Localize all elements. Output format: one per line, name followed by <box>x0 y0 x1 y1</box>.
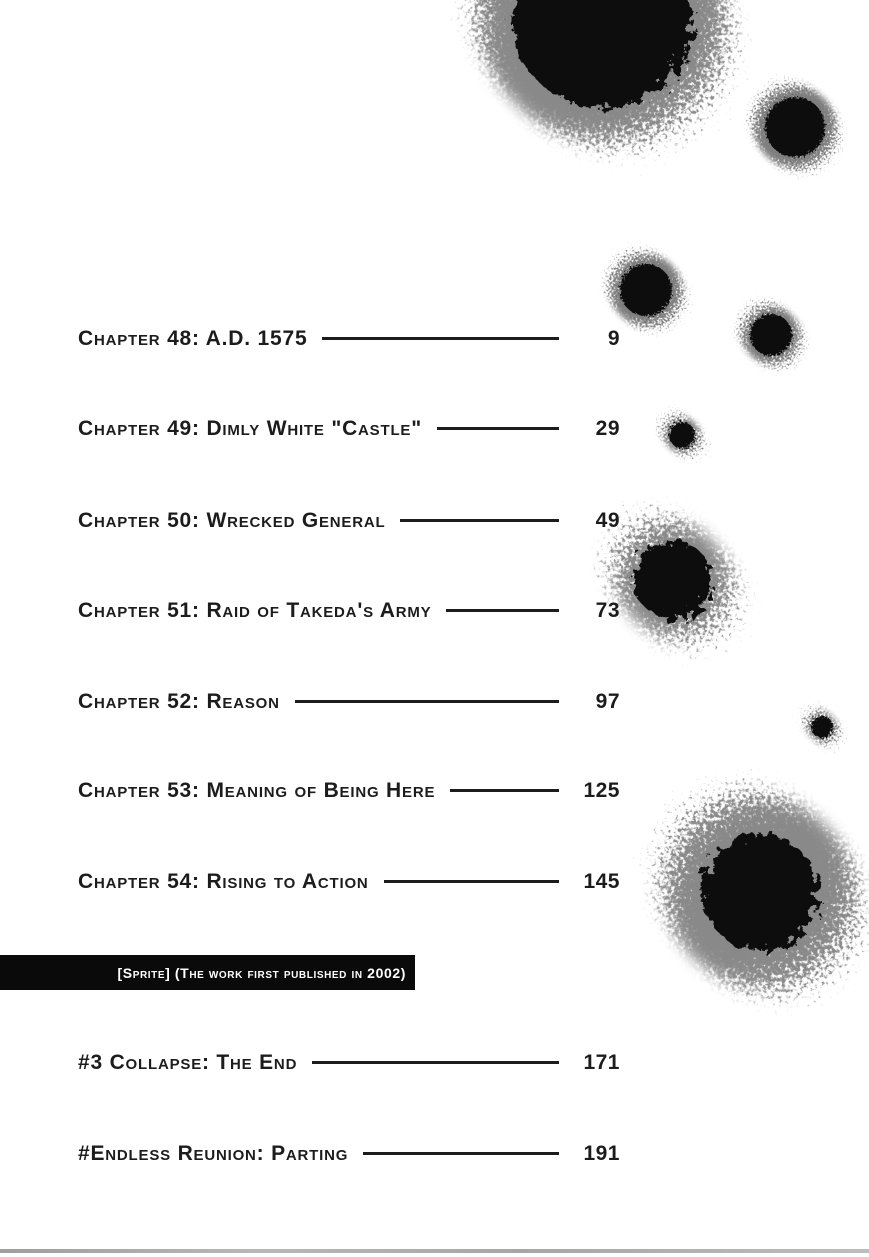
leader-line <box>322 337 559 340</box>
leader-line <box>295 700 559 703</box>
ink-blot-ch52 <box>807 712 837 742</box>
page-number: 125 <box>583 778 620 802</box>
page-number: 73 <box>595 598 620 622</box>
chapter-title: Chapter 49: Dimly White "Castle" <box>78 416 422 440</box>
chapter-title: Chapter 51: Raid of Takeda's Army <box>78 598 432 622</box>
chapter-title: Chapter 52: Reason <box>78 689 280 713</box>
ink-blot-right-mid <box>742 306 800 364</box>
leader-line <box>450 789 559 792</box>
toc-row-ch48 <box>78 321 620 355</box>
page-number: 29 <box>595 416 620 440</box>
toc-row-collapse <box>78 1045 620 1079</box>
ink-blot-top-right <box>754 86 836 168</box>
leader-line <box>400 519 559 522</box>
publication-banner <box>0 955 415 990</box>
ink-blot-bottom-right <box>666 798 854 986</box>
toc-row-ch50 <box>78 503 620 537</box>
page-number: 9 <box>607 326 620 350</box>
chapter-title: Chapter 54: Rising to Action <box>78 869 369 893</box>
leader-line <box>437 427 559 430</box>
toc-row-ch52 <box>78 684 620 718</box>
page-number: 97 <box>595 689 620 713</box>
chapter-title: Chapter 48: A.D. 1575 <box>78 326 308 350</box>
toc-row-ch51 <box>78 593 620 627</box>
chapter-title: Chapter 50: Wrecked General <box>78 508 386 532</box>
toc-row-ch53 <box>78 773 620 807</box>
toc-row-ch49 <box>78 411 620 445</box>
page-number: 171 <box>583 1050 620 1074</box>
leader-line <box>363 1152 559 1155</box>
chapter-title: Chapter 53: Meaning of Being Here <box>78 778 436 802</box>
leader-line <box>312 1061 559 1064</box>
publication-banner-label: [Sprite] (The work first published in 2002) <box>117 964 406 981</box>
toc-row-ch54 <box>78 864 620 898</box>
toc-row-endless-reunion <box>78 1136 620 1170</box>
page-number: 191 <box>583 1141 620 1165</box>
page-number: 145 <box>583 869 620 893</box>
chapter-title: #3 Collapse: The End <box>78 1050 298 1074</box>
ink-blot-top-center <box>480 0 724 140</box>
leader-line <box>384 880 559 883</box>
ink-blot-ch51 <box>617 524 729 636</box>
chapter-title: #Endless Reunion: Parting <box>78 1141 349 1165</box>
ink-blot-ch48 <box>610 254 682 326</box>
ink-blot-ch49 <box>664 417 700 453</box>
page-number: 49 <box>595 508 620 532</box>
page-bottom-rule <box>0 1249 869 1253</box>
leader-line <box>446 609 559 612</box>
